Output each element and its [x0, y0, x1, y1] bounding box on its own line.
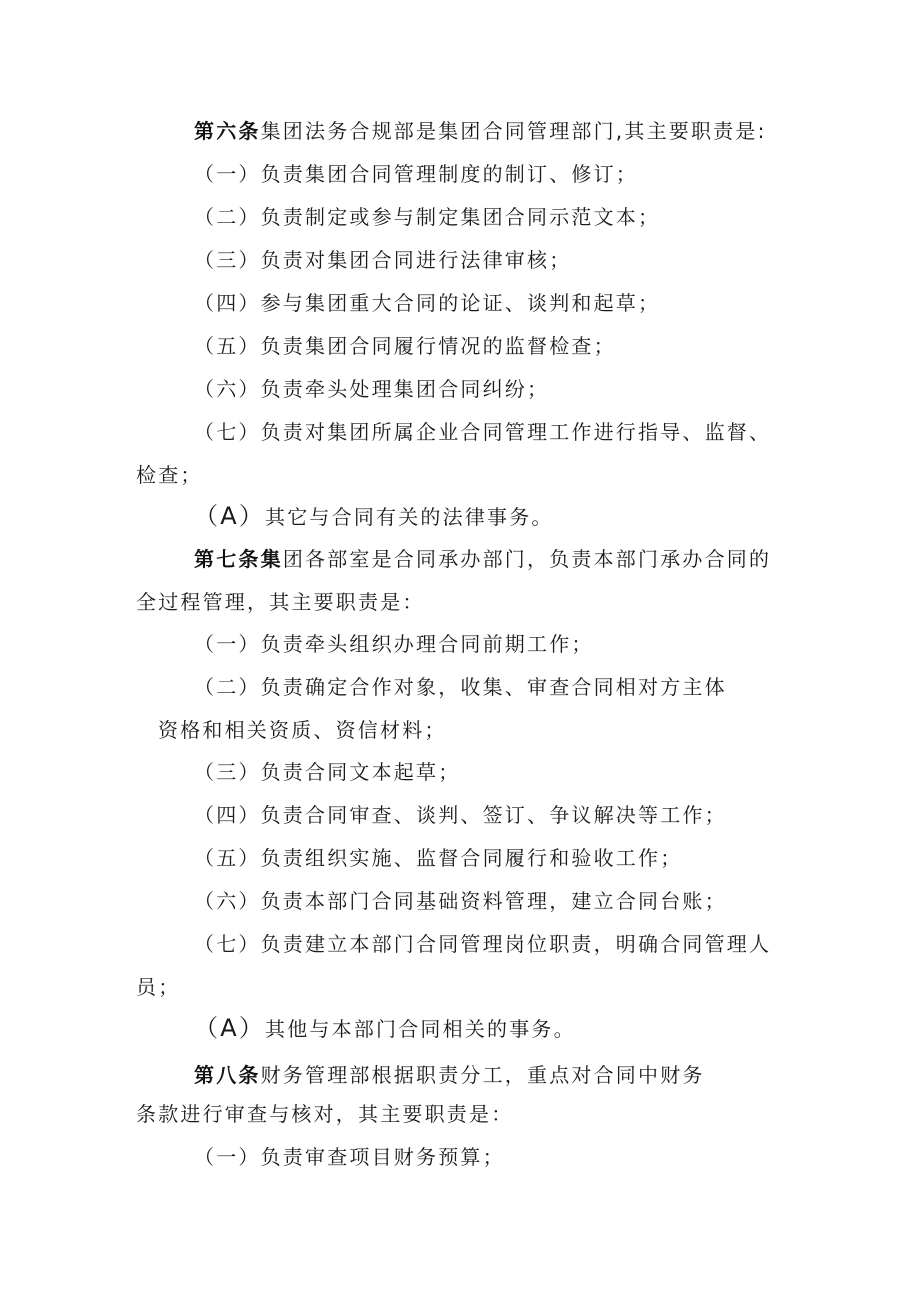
article-7-item-7-line-1: （七）负责建立本部门合同管理岗位职责，明确合同管理人 [194, 932, 772, 956]
article-7-item-6: （六）负责本部门合同基础资料管理，建立合同台账； [194, 889, 727, 913]
article-6-intro [194, 119, 767, 143]
article-8-intro-line-1 [194, 1063, 705, 1087]
article-7-item-2-line-1: （二）负责确定合作对象，收集、审查合同相对方主体 [194, 675, 727, 699]
article-6-item-8 [194, 504, 554, 529]
article-7-item-8-mark: （A） [194, 1014, 266, 1042]
article-6-item-1: （一）负责集团合同管理制度的制订、修订； [194, 162, 638, 186]
article-6-item-2: （二）负责制定或参与制定集团合同示范文本； [194, 205, 661, 229]
article-6-item-8-mark: （A） [194, 502, 266, 530]
article-7-heading: 第七条集 [194, 547, 283, 571]
article-7-intro-line-2: 全过程管理，其主要职责是： [136, 590, 425, 614]
article-6-item-3: （三）负责对集团合同进行法律审核； [194, 248, 572, 272]
article-6-item-7-line-2: 检查； [136, 463, 203, 487]
article-7-item-8 [194, 1016, 576, 1041]
article-7-item-2-line-2: 资格和相关资质、资信材料； [158, 718, 447, 742]
article-6-heading: 第六条 [194, 119, 261, 143]
article-7-item-7-line-2: 员； [136, 975, 181, 999]
article-8-intro-line-2: 条款进行审查与核对，其主要职责是： [136, 1102, 514, 1126]
article-8-intro-text: 财务管理部根据职责分工，重点对合同中财务 [260, 1063, 705, 1087]
article-8-heading: 第八条 [194, 1063, 261, 1087]
article-6-item-6: （六）负责牵头处理集团合同纠纷； [194, 377, 550, 401]
article-7-intro-line-1 [194, 547, 771, 571]
article-7-item-3: （三）负责合同文本起草； [194, 760, 461, 784]
article-7-intro-text: 团各部室是合同承办部门，负责本部门承办合同的 [282, 547, 772, 571]
article-8-item-1: （一）负责审查项目财务预算； [194, 1145, 505, 1169]
article-7-item-1: （一）负责牵头组织办理合同前期工作； [194, 632, 594, 656]
article-7-item-4: （四）负责合同审查、谈判、签订、争议解决等工作； [194, 803, 727, 827]
article-6-item-8-text: 其它与合同有关的法律事务。 [265, 505, 554, 529]
article-7-item-5: （五）负责组织实施、监督合同履行和验收工作； [194, 846, 683, 870]
article-6-item-4: （四）参与集团重大合同的论证、谈判和起草； [194, 291, 661, 315]
article-6-intro-text: 集团法务合规部是集团合同管理部门,其主要职责是: [260, 119, 767, 143]
article-6-item-7-line-1: （七）负责对集团所属企业合同管理工作进行指导、监督、 [194, 420, 772, 444]
article-7-item-8-text: 其他与本部门合同相关的事务。 [265, 1017, 576, 1041]
article-6-item-5: （五）负责集团合同履行情况的监督检查； [194, 334, 616, 358]
